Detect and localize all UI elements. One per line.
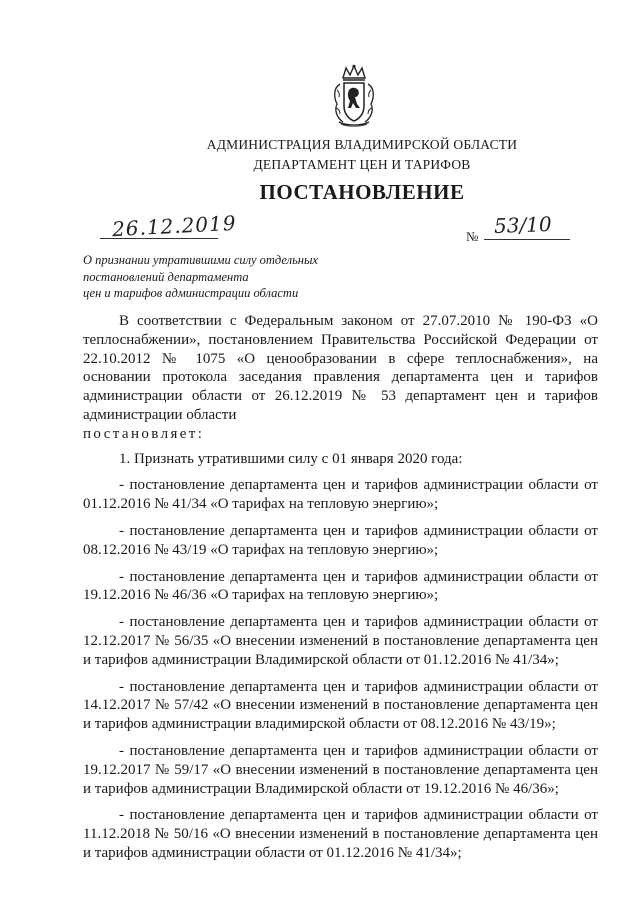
- number-underline: [484, 239, 570, 240]
- date-underline: [100, 238, 218, 239]
- organization-name: АДМИНИСТРАЦИЯ ВЛАДИМИРСКОЙ ОБЛАСТИ: [206, 137, 518, 152]
- document-number: 53/10: [493, 212, 553, 238]
- department-name: ДЕПАРТАМЕНТ ЦЕН И ТАРИФОВ: [253, 157, 471, 172]
- document-subject: [83, 252, 318, 302]
- subject-line: О признании утратившими силу отдельных: [83, 253, 318, 267]
- number-sign: №: [466, 229, 479, 244]
- document-title: ПОСТАНОВЛЕНИЕ: [259, 180, 465, 204]
- decree-word: постановляет:: [83, 425, 205, 442]
- preamble-text: В соответствии с Федеральным законом от 27.07.2010 № 190-ФЗ «О теплоснабжении», постановлением Правительства Российской Федерации от 22.10.2012 № 1075 «О ценообразовании в сфере теплоснабжения», на основании протокола заседания правления департамента цен и тарифов администрации области от 26.12.2019 № 53 департамент цен и тарифов администрации области: [83, 313, 598, 423]
- list-item: - постановление департамента цен и тарифов администрации области от 11.12.2018 № 50/16 «О внесении изменений в постановление департамента цен и тарифов администрации области от 01.12.2016 № 41/34»;: [83, 807, 598, 861]
- list-item: - постановление департамента цен и тарифов администрации области от 01.12.2016 № 41/34 «О тарифах на тепловую энергию»;: [83, 477, 598, 513]
- list-item: - постановление департамента цен и тарифов администрации области от 14.12.2017 № 57/42 «О внесении изменений в постановление департамента цен и тарифов администрации владимирской области от 08.12.2016 № 43/19»;: [83, 678, 598, 733]
- document-body: [83, 312, 598, 863]
- list-item: - постановление департамента цен и тарифов администрации области от 19.12.2016 № 46/36 «О тарифах на тепловую энергию»;: [83, 568, 598, 604]
- document-date: 26.12.2019: [111, 210, 238, 242]
- list-item: - постановление департамента цен и тарифов администрации области от 12.12.2017 № 56/35 «О внесении изменений в постановление департамента цен и тарифов администрации Владимирской области от 01.12.2016 № 41/34»;: [83, 614, 598, 668]
- subject-line: постановлений департамента: [83, 269, 249, 284]
- list-item: - постановление департамента цен и тарифов администрации области от 19.12.2017 № 59/17 «О внесении изменений в постановление департамента цен и тарифов администрации Владимирской области от 19.12.2016 № 46/36»;: [83, 742, 598, 797]
- subject-line: цен и тарифов администрации области: [83, 286, 299, 300]
- coat-of-arms-emblem-icon: [331, 64, 377, 128]
- preamble-paragraph: [83, 312, 598, 444]
- list-item: - постановление департамента цен и тарифов администрации области от 08.12.2016 № 43/19 «О тарифах на тепловую энергию»;: [83, 522, 598, 558]
- list-item: 1. Признать утратившими силу с 01 января 2020 года:: [119, 450, 463, 467]
